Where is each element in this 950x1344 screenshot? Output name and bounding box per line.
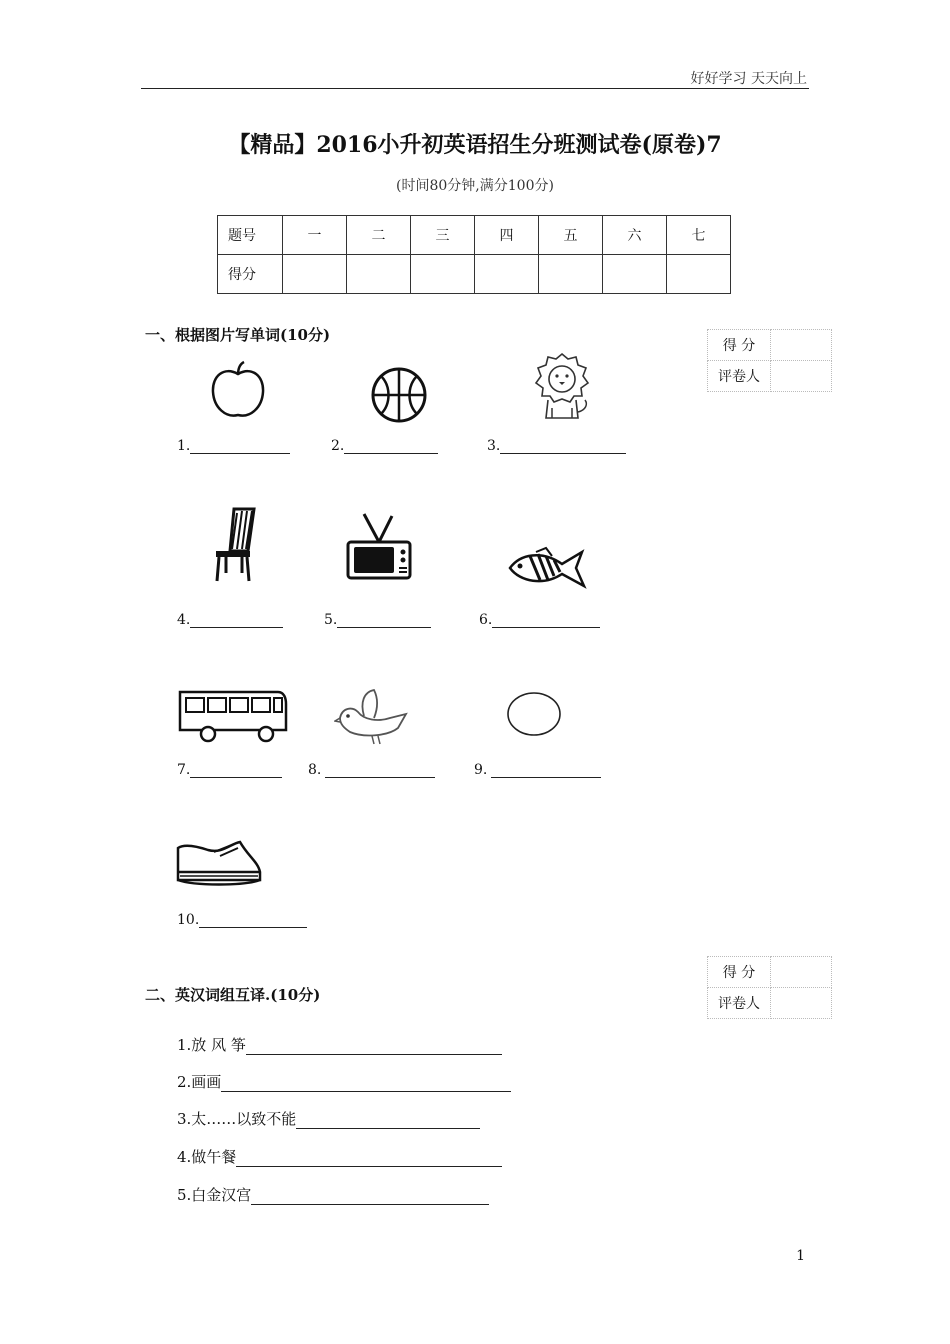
score-table-col: 三 (411, 216, 475, 255)
score-table-col: 六 (603, 216, 667, 255)
answer-line[interactable] (190, 439, 290, 454)
score-cell[interactable] (283, 255, 347, 294)
section2-title: 二、英汉词组互译.(10分) (145, 986, 321, 1004)
answer-line[interactable] (344, 439, 438, 454)
score-table-header-row (218, 216, 731, 255)
tv-icon (344, 512, 414, 582)
grader-score-label: 得 分 (708, 330, 771, 361)
answer-blank-9[interactable] (474, 762, 601, 778)
grader-score-cell[interactable] (771, 330, 832, 361)
answer-line[interactable] (221, 1076, 511, 1092)
phrase-item-3[interactable] (177, 1108, 480, 1129)
score-table-col: 一 (283, 216, 347, 255)
score-table-col: 七 (667, 216, 731, 255)
chair-icon (210, 507, 260, 583)
answer-line[interactable] (337, 613, 431, 628)
score-table-col: 二 (347, 216, 411, 255)
item-number: 4. (177, 612, 191, 628)
grader-name-label: 评卷人 (708, 988, 771, 1019)
score-table-col: 四 (475, 216, 539, 255)
answer-line[interactable] (492, 613, 600, 628)
exam-subtitle: (时间80分钟,满分100分) (396, 178, 554, 194)
grader-name-cell[interactable] (771, 361, 832, 392)
bird-icon (334, 688, 410, 746)
score-table (217, 215, 731, 294)
answer-line[interactable] (500, 439, 626, 454)
item-number: 7. (177, 762, 191, 778)
answer-line[interactable] (491, 763, 601, 778)
grader-name-cell[interactable] (771, 988, 832, 1019)
page-number: 1 (796, 1248, 805, 1264)
phrase-text: 5.白金汉宫 (177, 1186, 252, 1204)
answer-line[interactable] (199, 913, 307, 928)
answer-blank-5[interactable] (324, 612, 431, 628)
phrase-item-4[interactable] (177, 1146, 502, 1167)
answer-blank-2[interactable] (331, 438, 438, 454)
basketball-icon (369, 366, 429, 424)
answer-blank-6[interactable] (479, 612, 600, 628)
item-number: 1. (177, 438, 191, 454)
item-number: 3. (487, 438, 501, 454)
answer-line[interactable] (190, 613, 283, 628)
fish-icon (506, 546, 588, 590)
grader-score-cell[interactable] (771, 957, 832, 988)
answer-line[interactable] (190, 763, 282, 778)
score-table-row-label: 得分 (218, 255, 283, 294)
grader-name-label: 评卷人 (708, 361, 771, 392)
answer-blank-10[interactable] (177, 912, 307, 928)
answer-blank-3[interactable] (487, 438, 626, 454)
phrase-text: 4.做午餐 (177, 1148, 237, 1166)
answer-line[interactable] (251, 1189, 489, 1205)
egg-icon (505, 690, 563, 738)
section1-title: 一、根据图片写单词(10分) (145, 326, 331, 344)
phrase-text: 1.放 风 筝 (177, 1036, 246, 1054)
grader-score-label: 得 分 (708, 957, 771, 988)
answer-blank-7[interactable] (177, 762, 282, 778)
answer-line[interactable] (236, 1151, 502, 1167)
grader-box-2 (707, 956, 832, 1019)
answer-blank-8[interactable] (308, 762, 435, 778)
answer-blank-4[interactable] (177, 612, 283, 628)
answer-line[interactable] (325, 763, 435, 778)
answer-line[interactable] (296, 1113, 480, 1129)
score-table-score-row (218, 255, 731, 294)
shoe-icon (174, 838, 264, 888)
answer-line[interactable] (246, 1039, 502, 1055)
score-cell[interactable] (539, 255, 603, 294)
score-cell[interactable] (475, 255, 539, 294)
item-number: 2. (331, 438, 345, 454)
score-cell[interactable] (667, 255, 731, 294)
phrase-text: 2.画画 (177, 1073, 222, 1091)
phrase-text: 3.太……以致不能 (177, 1110, 297, 1128)
bus-icon (176, 688, 288, 744)
apple-icon (206, 360, 270, 422)
answer-blank-1[interactable] (177, 438, 290, 454)
phrase-item-5[interactable] (177, 1184, 489, 1205)
item-number: 6. (479, 612, 493, 628)
page-title: 【精品】2016小升初英语招生分班测试卷(原卷)7 (228, 132, 722, 158)
phrase-item-1[interactable] (177, 1034, 502, 1055)
score-table-col: 五 (539, 216, 603, 255)
header-rule (141, 88, 809, 89)
score-table-row-label: 题号 (218, 216, 283, 255)
item-number: 8. (308, 762, 322, 778)
item-number: 9. (474, 762, 488, 778)
item-number: 5. (324, 612, 338, 628)
header-motto: 好好学习 天天向上 (690, 71, 807, 87)
score-cell[interactable] (603, 255, 667, 294)
score-cell[interactable] (347, 255, 411, 294)
lion-icon (530, 350, 594, 424)
grader-box-1 (707, 329, 832, 392)
phrase-item-2[interactable] (177, 1071, 511, 1092)
score-cell[interactable] (411, 255, 475, 294)
item-number: 10. (177, 912, 200, 928)
